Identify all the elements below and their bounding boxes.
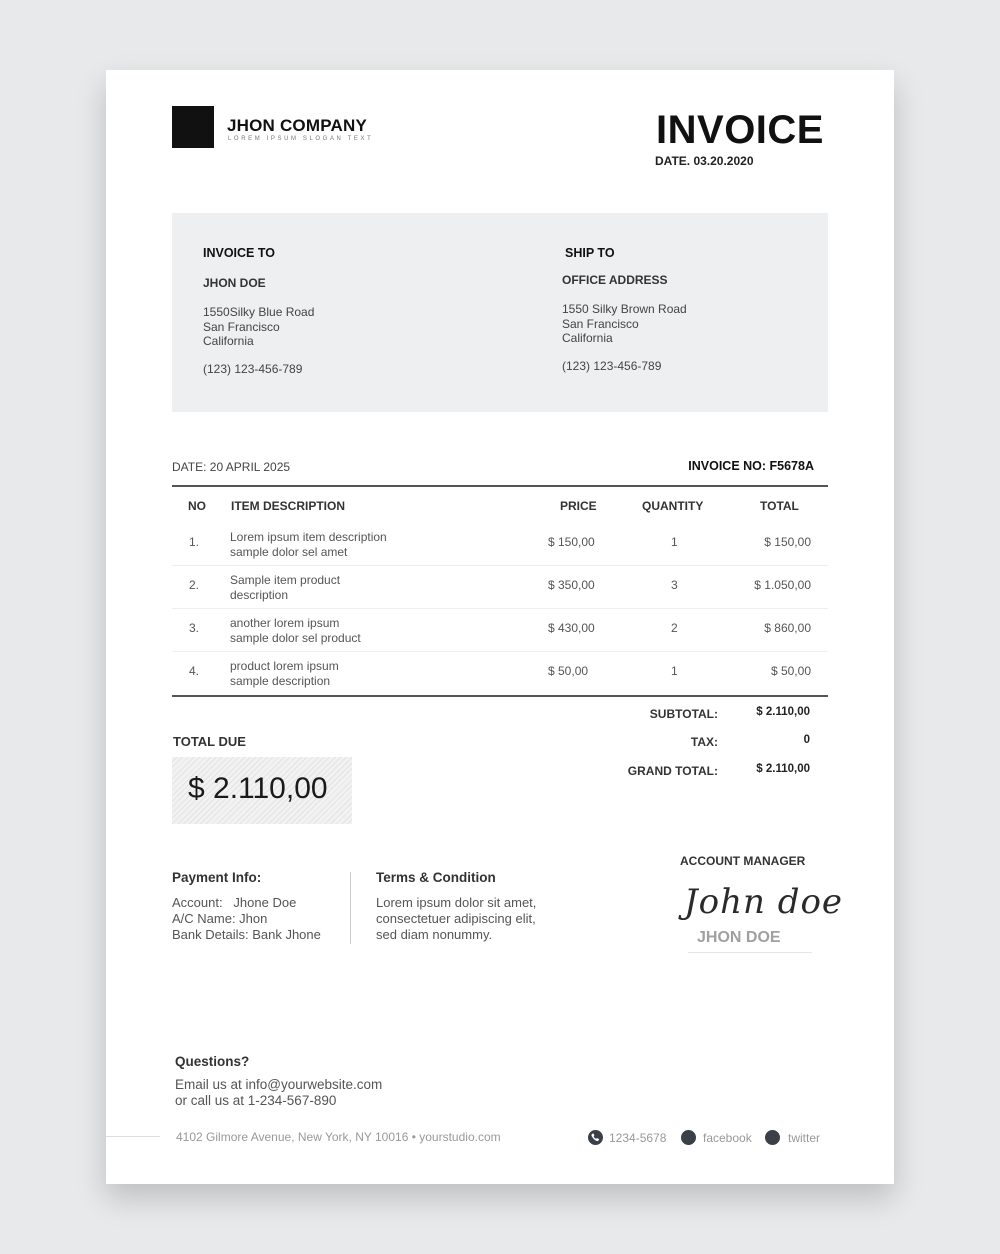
total-due-label: TOTAL DUE: [173, 734, 246, 749]
facebook-icon[interactable]: [681, 1130, 696, 1145]
row-1-total: $ 150,00: [764, 535, 811, 549]
grand-total-label: GRAND TOTAL:: [627, 764, 718, 778]
tax-value: 0: [803, 734, 810, 746]
row-3-quantity: 2: [671, 621, 678, 635]
subtotal-label: SUBTOTAL:: [649, 707, 718, 721]
payment-bank: Bank Details: Bank Jhone: [172, 927, 321, 942]
ship-to-heading: SHIP TO: [565, 246, 615, 260]
row-4-no: 4.: [189, 664, 200, 678]
invoice-to-phone: (123) 123-456-789: [203, 362, 303, 376]
account-manager-label: ACCOUNT MANAGER: [680, 854, 806, 868]
signature: John doe: [684, 882, 844, 922]
row-separator: [172, 651, 828, 652]
row-1-no: 1.: [189, 535, 200, 549]
subtotal-value: $ 2.110,00: [756, 706, 810, 718]
invoice-to-name: JHON DOE: [203, 276, 266, 290]
row-2-quantity: 3: [671, 578, 678, 592]
row-2-no: 2.: [189, 578, 200, 592]
issue-date: DATE: 20 APRIL 2025: [172, 460, 291, 474]
invoice-date: DATE. 03.20.2020: [655, 154, 754, 168]
questions-title: Questions?: [175, 1054, 250, 1069]
footer-address: 4102 Gilmore Avenue, New York, NY 10016 • yourstudio.com: [176, 1130, 501, 1144]
ship-to-address: 1550 Silky Brown Road San Francisco California: [562, 302, 687, 345]
row-3-no: 3.: [189, 621, 200, 635]
manager-name: JHON DOE: [697, 929, 781, 946]
ship-to-phone: (123) 123-456-789: [562, 359, 662, 373]
row-3-total: $ 860,00: [764, 621, 811, 635]
row-2-total: $ 1.050,00: [754, 578, 811, 592]
phone-icon: [588, 1130, 603, 1145]
terms-title: Terms & Condition: [376, 870, 496, 885]
row-3-description: another lorem ipsum sample dolor sel product: [230, 616, 361, 645]
row-1-description: Lorem ipsum item description sample dolor sel amet: [230, 530, 387, 559]
section-divider: [350, 872, 351, 944]
invoice-title: INVOICE: [656, 108, 824, 152]
payment-info-title: Payment Info:: [172, 870, 262, 885]
company-logo: [172, 106, 214, 148]
row-2-price: $ 350,00: [548, 578, 595, 592]
payment-account: Account: Jhone Doe: [172, 895, 297, 910]
row-4-price: $ 50,00: [548, 664, 589, 678]
total-due-amount: $ 2.110,00: [188, 772, 328, 805]
col-header-quantity: QUANTITY: [642, 499, 704, 513]
company-name: JHON COMPANY: [227, 116, 367, 135]
row-separator: [172, 608, 828, 609]
row-1-quantity: 1: [671, 535, 678, 549]
terms-text: Lorem ipsum dolor sit amet, consectetuer adipiscing elit, sed diam nonummy.: [376, 895, 537, 942]
col-header-no: NO: [188, 499, 206, 513]
col-header-description: ITEM DESCRIPTION: [231, 499, 346, 513]
grand-total-value: $ 2.110,00: [756, 763, 810, 775]
footer-twitter-link[interactable]: twitter: [788, 1131, 821, 1145]
questions-phone: or call us at 1-234-567-890: [175, 1093, 337, 1108]
row-1-price: $ 150,00: [548, 535, 595, 549]
invoice-page: [106, 70, 894, 1184]
ship-to-name: OFFICE ADDRESS: [562, 273, 668, 287]
company-slogan: LOREM IPSUM SLOGAN TEXT: [228, 136, 374, 142]
payment-ac-name: A/C Name: Jhon: [172, 911, 268, 926]
row-2-description: Sample item product description: [230, 573, 341, 602]
questions-email: Email us at info@yourwebsite.com: [175, 1077, 383, 1092]
invoice-to-heading: INVOICE TO: [203, 246, 276, 260]
invoice-number: INVOICE NO: F5678A: [688, 459, 814, 473]
signature-line: [688, 952, 812, 953]
invoice-to-address: 1550Silky Blue Road San Francisco California: [203, 305, 315, 348]
row-4-quantity: 1: [671, 664, 678, 678]
row-3-price: $ 430,00: [548, 621, 595, 635]
footer-rule: [106, 1136, 160, 1137]
row-4-description: product lorem ipsum sample description: [230, 659, 339, 688]
row-4-total: $ 50,00: [770, 664, 811, 678]
footer-phone: 1234-5678: [609, 1131, 667, 1145]
twitter-icon[interactable]: [765, 1130, 780, 1145]
row-separator: [172, 565, 828, 566]
tax-label: TAX:: [690, 735, 718, 749]
footer-facebook-link[interactable]: facebook: [703, 1131, 752, 1145]
table-bottom-rule: [172, 695, 828, 697]
col-header-price: PRICE: [560, 499, 597, 513]
col-header-total: TOTAL: [760, 499, 799, 513]
table-top-rule: [172, 485, 828, 487]
